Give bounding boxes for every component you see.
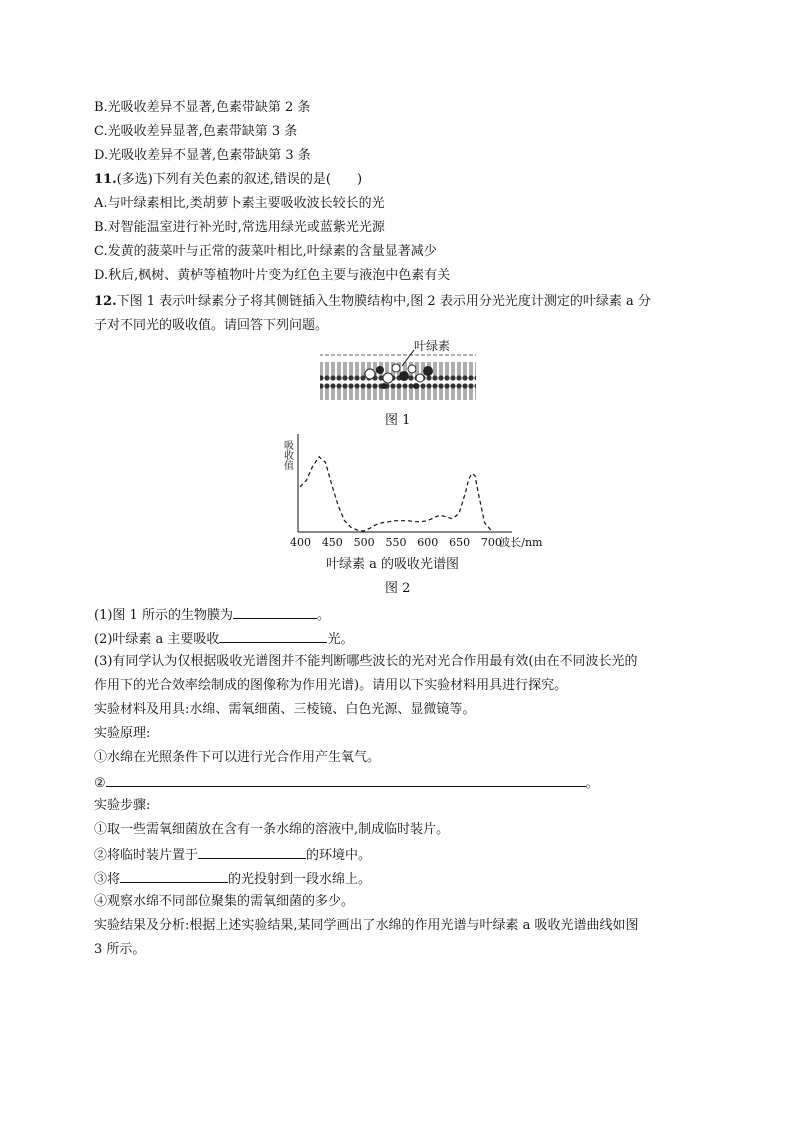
x-tick-label: 400 — [290, 536, 311, 549]
sub-question-2 — [94, 630, 353, 648]
absorption-spectrum-chart — [280, 430, 543, 555]
question-12-stem — [94, 294, 651, 310]
figure-2-title: 叶绿素 a 的吸收光谱图 — [326, 557, 460, 572]
x-tick-label: 700 — [480, 536, 502, 549]
question-number: 11. — [94, 172, 117, 187]
principle-2 — [94, 774, 599, 792]
chlorophyll-label: 叶绿素 — [414, 339, 451, 353]
step-3 — [94, 870, 371, 888]
answer-blank-2[interactable] — [219, 630, 327, 643]
step-1: ①取一些需氧细菌放在含有一条水绵的溶液中,制成临时装片。 — [94, 822, 450, 837]
sub-question-2-text: (2)叶绿素 a 主要吸收 — [94, 632, 220, 647]
sub-question-1-end: 。 — [316, 608, 330, 623]
option-d-prev: D.光吸收差异不显著,色素带缺第 3 条 — [94, 148, 311, 163]
steps-title: 实验步骤: — [94, 798, 151, 813]
figure-2-caption: 图 2 — [385, 581, 411, 596]
sub-question-3: (3)有同学认为仅根据吸收光谱图并不能判断哪些波长的光对光合作用最有效(由在不同波长光的 — [94, 654, 638, 669]
question-text: (多选)下列有关色素的叙述,错误的是( ) — [116, 172, 363, 187]
question-number: 12. — [94, 294, 117, 309]
figure-1-caption: 图 1 — [385, 413, 411, 428]
principle-2-marker: ② — [94, 776, 106, 791]
x-tick-label: 650 — [449, 536, 471, 549]
q11-option-d: D.秋后,枫树、黄栌等植物叶片变为红色主要与液泡中色素有关 — [94, 268, 451, 283]
q11-option-c: C.发黄的菠菜叶与正常的菠菜叶相比,叶绿素的含量显著减少 — [94, 244, 437, 259]
answer-blank-step-3[interactable] — [120, 870, 228, 883]
y-axis-label: 吸收值 — [281, 440, 293, 470]
x-tick-label: 600 — [417, 536, 439, 549]
x-tick-label: 450 — [321, 536, 343, 549]
principle-1: ①水绵在光照条件下可以进行光合作用产生氧气。 — [94, 750, 381, 765]
result-analysis-cont: 3 所示。 — [94, 942, 146, 957]
answer-blank-principle[interactable] — [106, 774, 586, 787]
principle-title: 实验原理: — [94, 726, 151, 741]
question-11-stem — [94, 172, 362, 188]
sub-question-2-end: 光。 — [327, 632, 354, 647]
x-tick-label: 500 — [353, 536, 375, 549]
step-3-text: ③将 — [94, 872, 121, 887]
series-absorption-curve — [300, 457, 491, 531]
step-3-end: 的光投射到一段水绵上。 — [228, 872, 372, 887]
option-b-prev: B.光吸收差异不显著,色素带缺第 2 条 — [94, 100, 311, 115]
option-c-prev: C.光吸收差异显著,色素带缺第 3 条 — [94, 124, 298, 139]
step-4: ④观察水绵不同部位聚集的需氧细菌的多少。 — [94, 894, 355, 909]
answer-blank-1[interactable] — [233, 606, 317, 619]
sub-question-3-cont: 作用下的光合效率绘制成的图像称为作用光谱)。请用以下实验材料用具进行探究。 — [94, 678, 568, 693]
step-2-end: 的环境中。 — [306, 848, 372, 863]
question-text: 下图 1 表示叶绿素分子将其侧链插入生物膜结构中,图 2 表示用分光光度计测定的叶绿素 a 分 — [116, 294, 651, 309]
sub-question-1 — [94, 606, 330, 624]
step-2-text: ②将临时装片置于 — [94, 848, 199, 863]
question-12-stem-cont: 子对不同光的吸收值。请回答下列问题。 — [94, 318, 329, 333]
q11-option-b: B.对智能温室进行补光时,常选用绿光或蓝紫光光源 — [94, 220, 385, 235]
lipid-bilayer — [320, 354, 476, 400]
answer-blank-step-2[interactable] — [198, 846, 306, 859]
x-axis-label: 波长/nm — [499, 536, 543, 549]
q11-option-a: A.与叶绿素相比,类胡萝卜素主要吸收波长较长的光 — [94, 196, 385, 211]
step-2 — [94, 846, 371, 864]
result-analysis: 实验结果及分析:根据上述实验结果,某同学画出了水绵的作用光谱与叶绿素 a 吸收光谱曲线如图 — [94, 918, 639, 933]
materials: 实验材料及用具:水绵、需氧细菌、三棱镜、白色光源、显微镜等。 — [94, 702, 476, 717]
sub-question-1-text: (1)图 1 所示的生物膜为 — [94, 608, 233, 623]
figure-1-membrane — [318, 336, 478, 406]
principle-2-end: 。 — [585, 776, 599, 791]
x-tick-label: 550 — [385, 536, 407, 549]
